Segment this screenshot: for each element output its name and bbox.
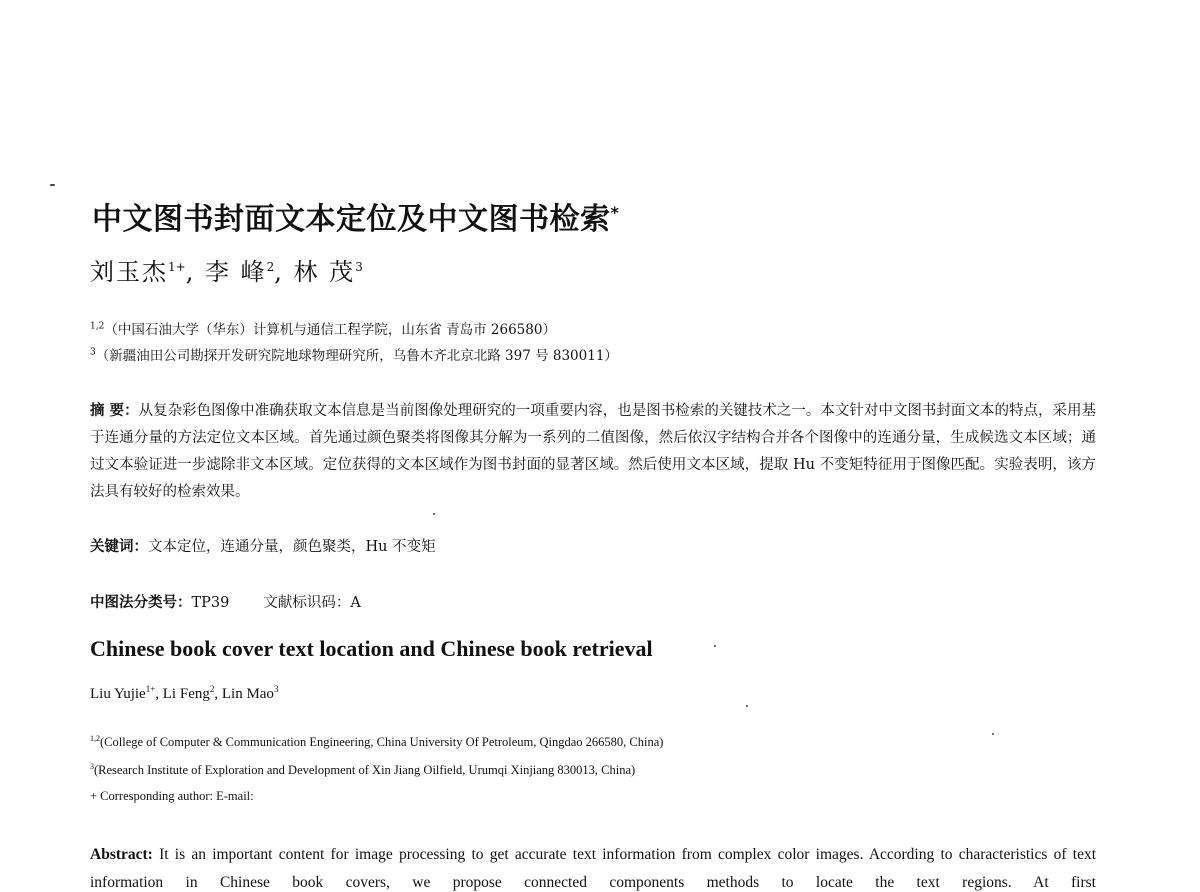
affiliation-en <box>90 762 635 778</box>
abstract-zh <box>90 398 1096 506</box>
affiliation-zh-sup: 3 <box>90 347 96 358</box>
author-zh-name: 李 峰 <box>204 258 267 286</box>
affiliation-en-sup: 3 <box>90 762 94 771</box>
scan-speck <box>992 733 994 735</box>
title-en: Chinese book cover text location and Chinese book retrieval <box>90 636 653 661</box>
keywords-zh <box>90 535 436 556</box>
affiliation-en <box>90 734 663 750</box>
abstract-en <box>90 841 1096 892</box>
author-separator: , <box>274 258 284 286</box>
clc-label: 中图法分类号： <box>90 595 192 611</box>
scan-speck <box>746 705 748 707</box>
affiliation-zh <box>90 318 556 338</box>
author-zh-sup: 3 <box>355 260 363 274</box>
scan-speck <box>50 184 55 186</box>
abstract-en-label: Abstract: <box>90 846 153 863</box>
author-en-name: Lin Mao <box>221 686 274 702</box>
corresponding-author: + Corresponding author: E-mail: <box>90 789 254 803</box>
keywords-zh-text: 文本定位，连通分量，颜色聚类，Hu 不变矩 <box>148 539 436 555</box>
scan-speck <box>714 645 716 647</box>
authors-zh <box>90 252 363 287</box>
abstract-zh-text: 从复杂彩色图像中准确获取文本信息是当前图像处理研究的一项重要内容，也是图书检索的关键技术之一。本文针对中文图书封面文本的特点，采用基于连通分量的方法定位文本区域。首先通过颜色聚类将图像其分解为一系列的二值图像，然后依汉字结构合并各个图像中的连通分量，生成候选文本区域；通过文本验证进一步滤除非文本区域。定位获得的文本区域作为图书封面的显著区域。然后使用文本区域，提取 Hu 不变矩特征用于图像匹配。实验表明，该方法具有较好的检索效果。 <box>90 403 1096 500</box>
affiliation-en-text: (Research Institute of Exploration and Development of Xin Jiang Oilfield, Urumqi Xinjiang 830013, China) <box>94 763 636 778</box>
affiliation-zh-text: （新疆油田公司勘探开发研究院地球物理研究所，乌鲁木齐北京北路 397 号 830011） <box>95 348 618 364</box>
affiliation-zh-text: （中国石油大学（华东）计算机与通信工程学院，山东省 青岛市 266580） <box>104 322 556 338</box>
author-en-name: Liu Yujie <box>90 686 146 702</box>
abstract-zh-label: 摘 要： <box>90 403 139 419</box>
author-zh-sup: 1+ <box>168 260 186 274</box>
author-separator: , <box>155 686 160 702</box>
clc-value: TP39 <box>191 595 230 611</box>
keywords-zh-label: 关键词： <box>90 539 148 555</box>
title-zh-footnote-mark: * <box>610 203 620 222</box>
affiliation-en-text: (College of Computer & Communication Engineering, China University Of Petroleum, Qingdao 266580, China) <box>100 735 664 750</box>
title-zh-text: 中文图书封面文本定位及中文图书检索 <box>92 202 611 237</box>
author-zh-sup: 2 <box>266 260 275 274</box>
abstract-en-text: It is an important content for image processing to get accurate text information from complex color images. According to characteristics of text information in Chinese book covers, we propose connected components methods to locate the text regions. At first <box>90 846 1097 891</box>
scan-speck <box>433 513 435 515</box>
doc-code-value: A <box>350 595 361 611</box>
doc-code-label: 文献标识码： <box>263 595 351 611</box>
affiliation-en-sup: 1,2 <box>90 734 100 743</box>
author-zh-name: 刘玉杰 <box>90 258 168 286</box>
author-separator: , <box>185 258 196 286</box>
author-en-sup: 1+ <box>145 684 156 694</box>
affiliation-zh <box>90 344 618 364</box>
affiliation-zh-sup: 1,2 <box>90 321 105 332</box>
classification-zh <box>90 591 361 612</box>
author-en-name: Li Feng <box>162 686 210 702</box>
author-en-sup: 2 <box>209 684 215 694</box>
author-zh-name: 林 茂 <box>293 258 356 286</box>
title-zh <box>92 194 619 238</box>
authors-en <box>90 684 278 703</box>
author-en-sup: 3 <box>273 684 279 694</box>
author-separator: , <box>214 686 219 702</box>
